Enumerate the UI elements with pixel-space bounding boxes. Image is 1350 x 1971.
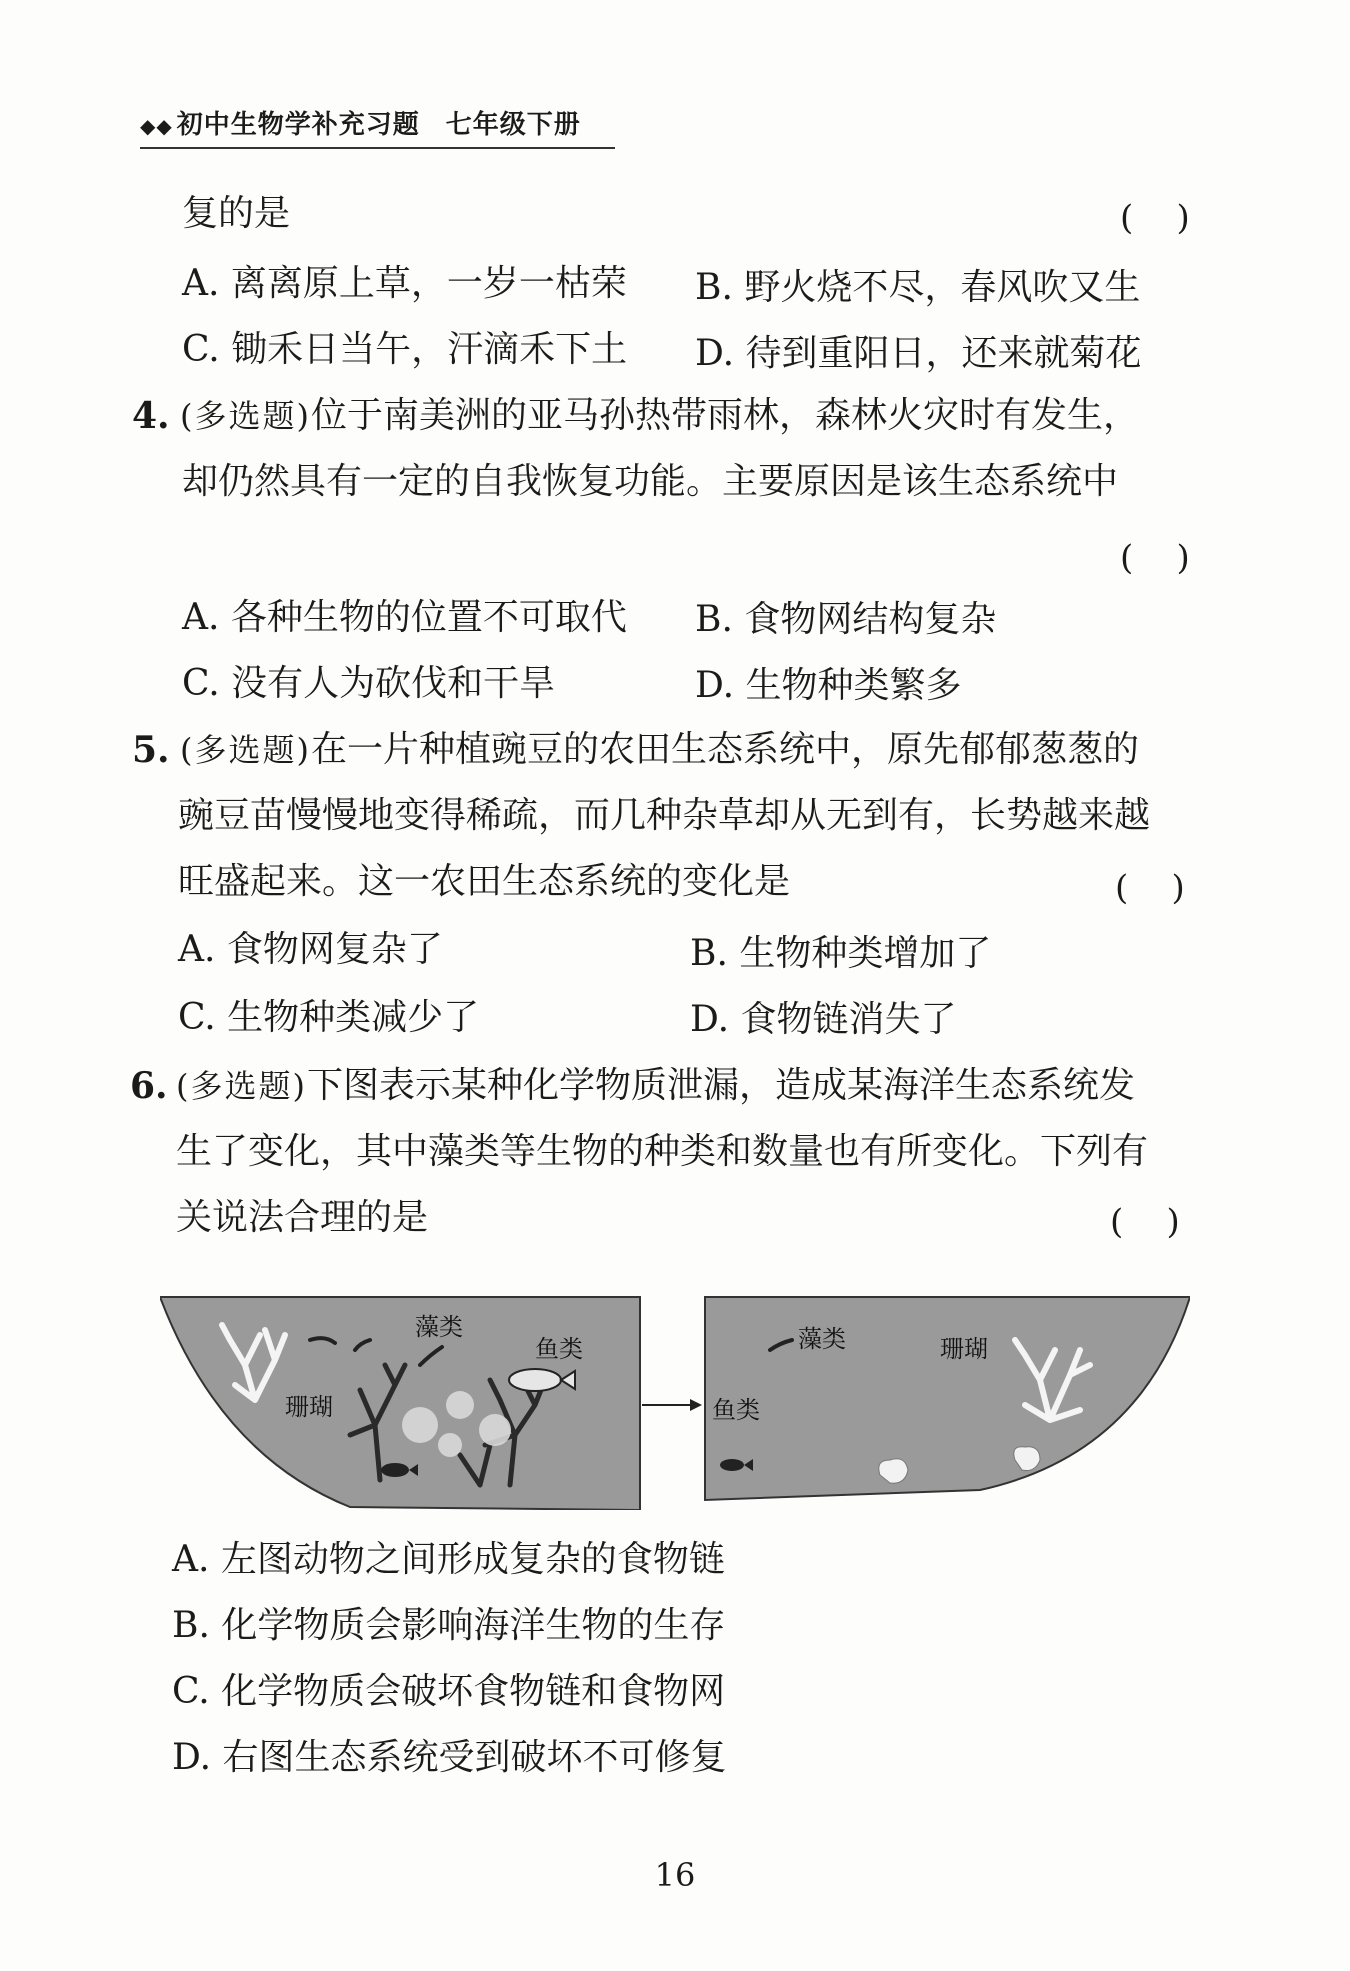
left-algae-label: 藻类 bbox=[415, 1313, 463, 1341]
q6-answer-paren: ( ) bbox=[1110, 1202, 1180, 1242]
q5-stem-line1 bbox=[180, 728, 1139, 772]
q6-stem-line2: 生了变化，其中藻类等生物的种类和数量也有所变化。下列有 bbox=[176, 1131, 1149, 1172]
q5-option-d: D. 食物链消失了 bbox=[690, 999, 957, 1040]
q5-line1-text: 在一片种植豌豆的农田生态系统中，原先郁郁葱葱的 bbox=[310, 729, 1139, 770]
q6-option-d: D. 右图生态系统受到破坏不可修复 bbox=[172, 1737, 727, 1778]
q6-stem-line3: 关说法合理的是 bbox=[176, 1197, 429, 1238]
diamond-icon: ◆◆ bbox=[140, 114, 173, 138]
q3-option-c: C. 锄禾日当午，汗滴禾下土 bbox=[182, 329, 628, 370]
q3-continuation: 复的是 bbox=[182, 193, 291, 234]
q6-option-b: B. 化学物质会影响海洋生物的生存 bbox=[172, 1605, 726, 1646]
page-number: 16 bbox=[654, 1856, 696, 1894]
q5-stem-line3: 旺盛起来。这一农田生态系统的变化是 bbox=[178, 861, 791, 902]
ecosystem-diagram bbox=[160, 1295, 1190, 1510]
q3-option-d: D. 待到重阳日，还来就菊花 bbox=[695, 333, 1142, 374]
q4-option-a: A. 各种生物的位置不可取代 bbox=[182, 597, 627, 638]
q5-option-b: B. 生物种类增加了 bbox=[690, 933, 992, 974]
q4-option-c: C. 没有人为砍伐和干旱 bbox=[182, 663, 556, 704]
q4-option-d: D. 生物种类繁多 bbox=[695, 665, 962, 706]
q4-tag: (多选题) bbox=[180, 397, 311, 435]
q5-tag: (多选题) bbox=[180, 731, 311, 769]
q6-number: 6. bbox=[130, 1065, 168, 1107]
left-sea-basin bbox=[160, 1297, 640, 1510]
left-fish-label: 鱼类 bbox=[535, 1335, 583, 1363]
q3-option-a: A. 离离原上草，一岁一枯荣 bbox=[182, 263, 627, 304]
q6-tag: (多选题) bbox=[176, 1067, 307, 1105]
q6-option-c: C. 化学物质会破坏食物链和食物网 bbox=[172, 1671, 726, 1712]
left-coral-label: 珊瑚 bbox=[285, 1393, 333, 1421]
q4-number: 4. bbox=[132, 395, 170, 437]
q4-stem-line1 bbox=[180, 394, 1139, 438]
q5-option-c: C. 生物种类减少了 bbox=[178, 997, 480, 1038]
ecosystem-figure bbox=[160, 1295, 1190, 1510]
grade-label: 七年级下册 bbox=[445, 110, 581, 140]
right-coral-label: 珊瑚 bbox=[940, 1335, 988, 1363]
book-title: 初中生物学补充习题 bbox=[176, 110, 420, 140]
q4-answer-paren: ( ) bbox=[1120, 538, 1190, 578]
q4-option-b: B. 食物网结构复杂 bbox=[695, 599, 997, 640]
page-header bbox=[140, 104, 615, 149]
q3-option-b: B. 野火烧不尽，春风吹又生 bbox=[695, 267, 1141, 308]
q4-line1-text: 位于南美洲的亚马孙热带雨林，森林火灾时有发生， bbox=[310, 395, 1139, 436]
q5-stem-line2: 豌豆苗慢慢地变得稀疏，而几种杂草却从无到有，长势越来越 bbox=[178, 795, 1151, 836]
q6-stem-line1 bbox=[176, 1064, 1135, 1108]
right-sea-basin bbox=[705, 1297, 1190, 1500]
q5-number: 5. bbox=[132, 729, 170, 771]
q3-answer-paren: ( ) bbox=[1120, 198, 1190, 238]
right-algae-label: 藻类 bbox=[798, 1325, 846, 1353]
q5-option-a: A. 食物网复杂了 bbox=[178, 929, 443, 970]
q6-line1-text: 下图表示某种化学物质泄漏，造成某海洋生态系统发 bbox=[306, 1065, 1135, 1106]
right-fish-label: 鱼类 bbox=[712, 1396, 760, 1424]
arrow-icon bbox=[642, 1399, 702, 1411]
q6-option-a: A. 左图动物之间形成复杂的食物链 bbox=[172, 1539, 725, 1580]
q5-answer-paren: ( ) bbox=[1115, 868, 1185, 908]
q4-stem-line2: 却仍然具有一定的自我恢复功能。主要原因是该生态系统中 bbox=[182, 461, 1119, 502]
